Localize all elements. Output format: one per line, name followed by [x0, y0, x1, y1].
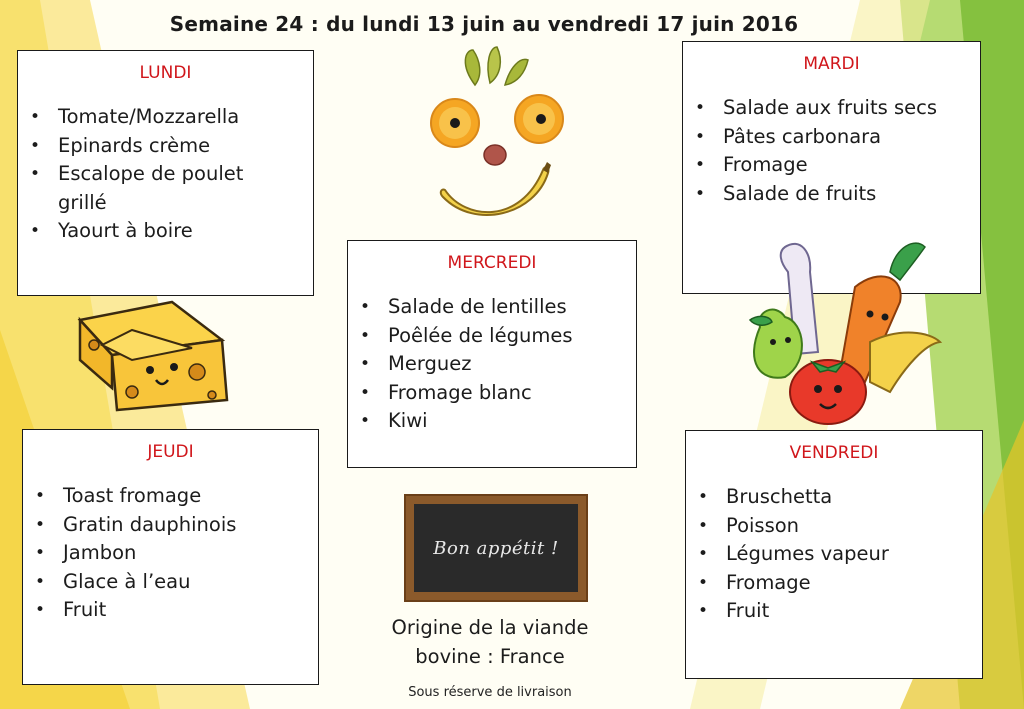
menu-item: • Salade aux fruits secs: [723, 94, 980, 123]
day-title-mercredi: MERCREDI: [447, 253, 537, 273]
menu-item: • Légumes vapeur: [726, 540, 982, 569]
menu-item: • Fruit: [63, 596, 318, 625]
menu-item: • Pâtes carbonara: [723, 123, 980, 152]
menu-item: • Tomate/Mozzarella: [58, 103, 313, 132]
menu-item: • Poêlée de légumes: [388, 322, 636, 351]
day-title-mardi: MARDI: [803, 54, 860, 74]
menu-item: • Kiwi: [388, 407, 636, 436]
fruit-face-icon: [425, 45, 575, 230]
menu-item: • Fromage blanc: [388, 379, 636, 408]
chalkboard-icon: [404, 494, 588, 602]
day-title-jeudi: JEUDI: [147, 442, 194, 462]
menu-item: • Bruschetta: [726, 483, 982, 512]
menu-list-lundi: [18, 103, 313, 246]
menu-item: • Yaourt à boire: [58, 217, 313, 246]
menu-item: • Gratin dauphinois: [63, 511, 318, 540]
menu-item: • Fromage: [726, 569, 982, 598]
menu-item: • Salade de lentilles: [388, 293, 636, 322]
menu-item: • Poisson: [726, 512, 982, 541]
meat-origin-note: Origine de la viande bovine : France: [391, 616, 589, 668]
menu-item: • Salade de fruits: [723, 180, 980, 209]
vegetables-icon: [740, 232, 945, 427]
day-box-jeudi: [22, 429, 319, 685]
chalkboard-text: Bon appétit !: [433, 537, 559, 559]
chalkboard-surface: [414, 504, 578, 592]
page-title: Semaine 24 : du lundi 13 juin au vendredi 17 juin 2016: [169, 12, 799, 36]
menu-item: • Glace à l’eau: [63, 568, 318, 597]
menu-item: • Toast fromage: [63, 482, 318, 511]
menu-item: • Epinards crème: [58, 132, 313, 161]
menu-item: • Escalope de poulet grillé: [58, 160, 313, 217]
cheese-icon: [72, 300, 237, 415]
day-box-mercredi: [347, 240, 637, 468]
menu-list-mardi: [683, 94, 980, 208]
day-box-lundi: [17, 50, 314, 296]
menu-item: • Jambon: [63, 539, 318, 568]
menu-item: • Merguez: [388, 350, 636, 379]
delivery-footnote: Sous réserve de livraison: [408, 685, 572, 700]
menu-item: • Fruit: [726, 597, 982, 626]
menu-list-vendredi: [686, 483, 982, 626]
day-title-vendredi: VENDREDI: [789, 443, 879, 463]
menu-list-jeudi: [23, 482, 318, 625]
day-box-vendredi: [685, 430, 983, 679]
day-title-lundi: LUNDI: [139, 63, 192, 83]
menu-item: • Fromage: [723, 151, 980, 180]
menu-list-mercredi: [348, 293, 636, 436]
